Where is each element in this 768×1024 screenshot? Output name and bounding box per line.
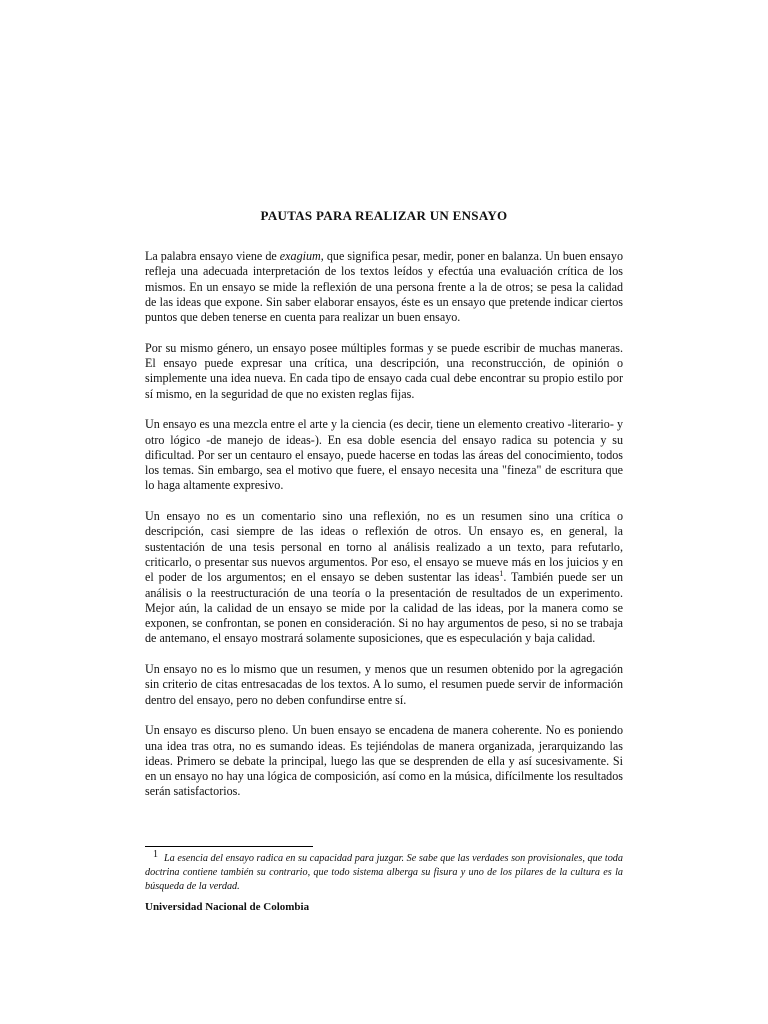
paragraph-3: Un ensayo es una mezcla entre el arte y la ciencia (es decir, tiene un elemento creativo -literario- y otro lógico -de manejo de ideas-). En esa doble esencia del ensayo radica su potencia y su dificultad. Por ser un centauro el ensayo, puede hacerse en todas las áreas del conocimiento, todos los temas. Sin embargo, sea el motivo que fuere, el ensayo necesita una "fineza" de escritura que lo haga altamente expresivo. xyxy=(145,417,623,493)
footnote xyxy=(145,848,623,894)
paragraph-4 xyxy=(145,509,623,647)
footnote-separator xyxy=(145,846,313,847)
footer-institution: Universidad Nacional de Colombia xyxy=(145,901,310,913)
footnote-text: La esencia del ensayo radica en su capacidad para juzgar. Se sabe que las verdades son provisionales, que toda doctrina contiene también su contrario, que todo sistema alberga su fisura y uno de los pilares de la cultura es la búsqueda de la verdad. xyxy=(145,853,623,892)
paragraph-1-text-a: La palabra ensayo viene de xyxy=(145,249,280,263)
paragraph-4-text-b: . También puede ser un análisis o la reestructuración de una teoría o la presentación de resultados de un experimento. Mejor aún, la calidad de un ensayo se mide por la calidad de las ideas, por la manera como se exponen, se confrontan, se ponen en consideración. Si no hay argumentos de peso, si no se trabaja de antemano, el ensayo mostrará solamente suposiciones, que es especulación y baja calidad. xyxy=(145,570,623,646)
paragraph-2: Por su mismo género, un ensayo posee múltiples formas y se puede escribir de muchas maneras. El ensayo puede expresar una crítica, una descripción, una reconstrucción, de opinión o simplemente una idea nueva. En cada tipo de ensayo cada cual debe encontrar su propio estilo por sí mismo, en la seguridad de que no existen reglas fijas. xyxy=(145,340,623,401)
footnote-number: 1 xyxy=(153,848,158,860)
document-body xyxy=(145,249,623,815)
paragraph-4-text-a: Un ensayo no es un comentario sino una reflexión, no es un resumen sino una crítica o descripción, casi siempre de las ideas o reflexión de otros. Un ensayo es, en general, la sustentación de una tesis personal en torno al análisis realizado a un texto, para refutarlo, criticarlo, o presentar sus nuevos argumentos. Por eso, el ensayo se mueve más en los juicios y en el poder de los argumentos; en el ensayo se deben sustentar las ideas xyxy=(145,509,623,585)
paragraph-5: Un ensayo no es lo mismo que un resumen, y menos que un resumen obtenido por la agregación sin criterio de citas entresacadas de los textos. A lo sumo, el resumen puede servir de información dentro del ensayo, pero no deben confundirse entre sí. xyxy=(145,662,623,707)
document-title: PAUTAS PARA REALIZAR UN ENSAYO xyxy=(260,208,508,223)
term-exagium: exagium xyxy=(279,249,321,263)
paragraph-1-text-b: , que significa pesar, medir, poner en balanza. Un buen ensayo refleja una adecuada interpretación de los textos leídos y efectúa una evaluación crítica de los mismos. En un ensayo se mide la reflexión de una persona frente a la de otros; se pesa la calidad de las ideas que expone. Sin saber elaborar ensayos, éste es un ensayo que pretende indicar ciertos puntos que deben tenerse en cuenta para realizar un buen ensayo. xyxy=(145,249,623,325)
footnote-reference[interactable]: 1 xyxy=(499,569,504,579)
paragraph-6: Un ensayo es discurso pleno. Un buen ensayo se encadena de manera coherente. No es poniendo una idea tras otra, no es sumando ideas. Es tejiéndolas de manera organizada, jerarquizando las ideas. Primero se debate la principal, luego las que se desprenden de ella y así sucesivamente. Si en un ensayo no hay una lógica de composición, así como en la música, difícilmente los resultados serán satisfactorios. xyxy=(145,723,623,799)
paragraph-1 xyxy=(145,249,623,325)
